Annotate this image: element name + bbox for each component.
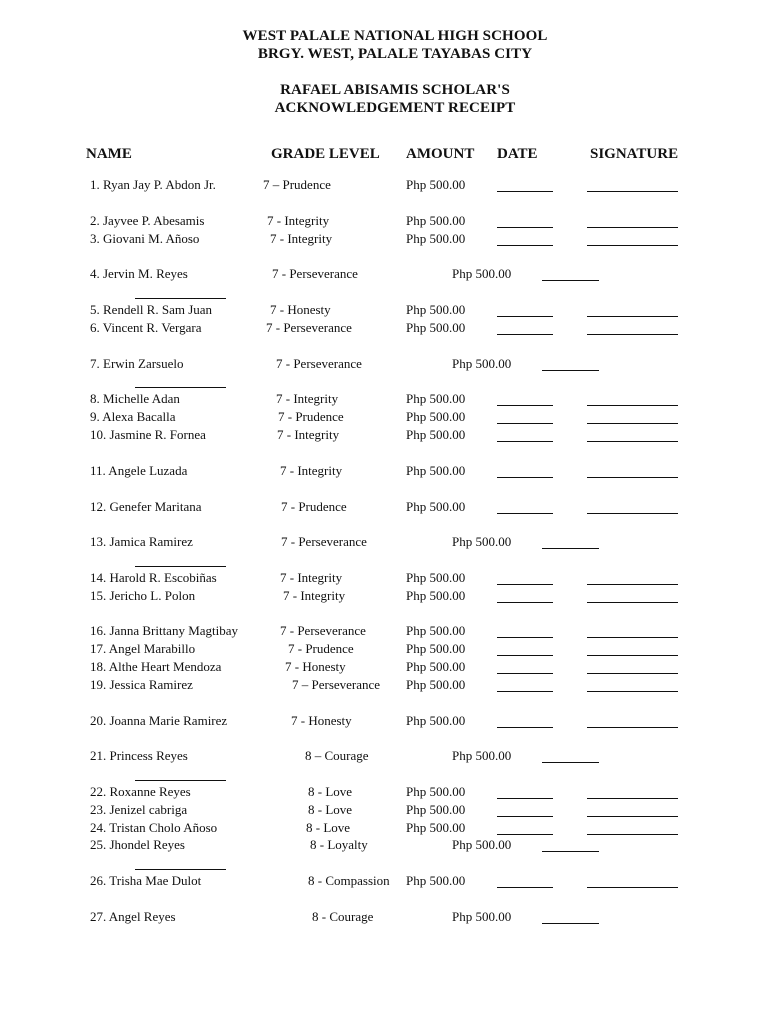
receipt-title: RAFAEL ABISAMIS SCHOLAR'S bbox=[280, 82, 510, 98]
amount: Php 500.00 bbox=[406, 873, 466, 888]
grade-level: 7 - Integrity bbox=[270, 231, 333, 246]
student-name: 26. Trisha Mae Dulot bbox=[90, 873, 202, 888]
grade-level: 7 - Honesty bbox=[270, 302, 331, 317]
amount: Php 500.00 bbox=[406, 659, 466, 674]
list-item bbox=[0, 301, 768, 319]
signature-line[interactable] bbox=[587, 405, 678, 406]
grade-level: 7 - Integrity bbox=[267, 213, 330, 228]
list-item bbox=[0, 587, 768, 605]
list-item bbox=[0, 747, 768, 765]
grade-level: 8 - Loyalty bbox=[310, 837, 368, 852]
list-item bbox=[0, 498, 768, 516]
date-line[interactable] bbox=[542, 548, 599, 549]
student-name: 16. Janna Brittany Magtibay bbox=[90, 623, 239, 638]
signature-line[interactable] bbox=[587, 834, 678, 835]
student-name: 10. Jasmine R. Fornea bbox=[90, 427, 206, 442]
column-header-name: NAME bbox=[86, 146, 132, 162]
date-line[interactable] bbox=[497, 655, 553, 656]
date-line[interactable] bbox=[497, 477, 553, 478]
list-item bbox=[0, 658, 768, 676]
date-line[interactable] bbox=[542, 851, 599, 852]
student-name: 24. Tristan Cholo Añoso bbox=[90, 820, 218, 835]
date-line[interactable] bbox=[542, 923, 599, 924]
amount: Php 500.00 bbox=[406, 677, 466, 692]
grade-level: 7 - Perseverance bbox=[281, 534, 367, 549]
date-line[interactable] bbox=[497, 191, 553, 192]
student-name: 6. Vincent R. Vergara bbox=[90, 320, 202, 335]
grade-level: 7 - Prudence bbox=[278, 409, 344, 424]
grade-level: 7 - Prudence bbox=[281, 499, 347, 514]
signature-line[interactable] bbox=[135, 387, 226, 388]
student-name: 27. Angel Reyes bbox=[90, 909, 176, 924]
amount: Php 500.00 bbox=[406, 820, 466, 835]
grade-level: 7 - Integrity bbox=[283, 588, 346, 603]
grade-level: 8 - Love bbox=[306, 820, 351, 835]
student-name: 1. Ryan Jay P. Abdon Jr. bbox=[90, 177, 216, 192]
student-name: 3. Giovani M. Añoso bbox=[90, 231, 200, 246]
grade-level: 7 - Perseverance bbox=[276, 356, 362, 371]
student-name: 2. Jayvee P. Abesamis bbox=[90, 213, 205, 228]
amount: Php 500.00 bbox=[406, 427, 466, 442]
student-name: 19. Jessica Ramirez bbox=[90, 677, 193, 692]
date-line[interactable] bbox=[542, 280, 599, 281]
list-item bbox=[0, 230, 768, 248]
amount: Php 500.00 bbox=[406, 588, 466, 603]
grade-level: 7 - Honesty bbox=[291, 713, 352, 728]
amount: Php 500.00 bbox=[406, 213, 466, 228]
signature-line[interactable] bbox=[587, 602, 678, 603]
grade-level: 8 – Courage bbox=[305, 748, 369, 763]
signature-line[interactable] bbox=[135, 298, 226, 299]
amount: Php 500.00 bbox=[452, 534, 512, 549]
student-name: 21. Princess Reyes bbox=[90, 748, 188, 763]
list-item bbox=[0, 819, 768, 837]
student-name: 4. Jervin M. Reyes bbox=[90, 266, 188, 281]
column-header-date: DATE bbox=[497, 146, 538, 162]
amount: Php 500.00 bbox=[406, 231, 466, 246]
date-line[interactable] bbox=[497, 334, 553, 335]
list-item bbox=[0, 872, 768, 890]
list-item bbox=[0, 176, 768, 194]
grade-level: 7 - Integrity bbox=[276, 391, 339, 406]
list-item bbox=[0, 622, 768, 640]
date-line[interactable] bbox=[497, 405, 553, 406]
amount: Php 500.00 bbox=[406, 463, 466, 478]
student-name: 18. Althe Heart Mendoza bbox=[90, 659, 222, 674]
grade-level: 7 - Honesty bbox=[285, 659, 346, 674]
amount: Php 500.00 bbox=[452, 837, 512, 852]
student-name: 9. Alexa Bacalla bbox=[90, 409, 176, 424]
signature-line[interactable] bbox=[587, 637, 678, 638]
signature-line[interactable] bbox=[587, 691, 678, 692]
student-name: 11. Angele Luzada bbox=[90, 463, 188, 478]
date-line[interactable] bbox=[542, 370, 599, 371]
grade-level: 8 - Compassion bbox=[308, 873, 390, 888]
date-line[interactable] bbox=[497, 673, 553, 674]
list-item bbox=[0, 426, 768, 444]
list-item bbox=[0, 569, 768, 587]
date-line[interactable] bbox=[497, 887, 553, 888]
column-header-signature: SIGNATURE bbox=[590, 146, 679, 162]
date-line[interactable] bbox=[497, 727, 553, 728]
grade-level: 7 - Perseverance bbox=[280, 623, 366, 638]
date-line[interactable] bbox=[497, 637, 553, 638]
signature-line[interactable] bbox=[587, 227, 678, 228]
date-line[interactable] bbox=[497, 602, 553, 603]
list-item bbox=[0, 212, 768, 230]
signature-line[interactable] bbox=[587, 673, 678, 674]
list-item bbox=[0, 462, 768, 480]
student-name: 25. Jhondel Reyes bbox=[90, 837, 185, 852]
amount: Php 500.00 bbox=[452, 266, 512, 281]
list-item bbox=[0, 676, 768, 694]
list-item bbox=[0, 355, 768, 373]
receipt-subtitle: ACKNOWLEDGEMENT RECEIPT bbox=[274, 100, 516, 116]
signature-line[interactable] bbox=[587, 655, 678, 656]
signature-line[interactable] bbox=[135, 869, 226, 870]
signature-line[interactable] bbox=[587, 584, 678, 585]
date-line[interactable] bbox=[497, 816, 553, 817]
grade-level: 7 - Integrity bbox=[277, 427, 340, 442]
signature-line[interactable] bbox=[135, 566, 226, 567]
signature-line[interactable] bbox=[587, 316, 678, 317]
student-name: 13. Jamica Ramirez bbox=[90, 534, 193, 549]
signature-line[interactable] bbox=[587, 798, 678, 799]
grade-level: 7 - Perseverance bbox=[272, 266, 358, 281]
signature-line[interactable] bbox=[587, 727, 678, 728]
column-header-amount: AMOUNT bbox=[406, 146, 475, 162]
amount: Php 500.00 bbox=[452, 909, 512, 924]
amount: Php 500.00 bbox=[406, 641, 466, 656]
date-line[interactable] bbox=[497, 513, 553, 514]
grade-level: 8 - Love bbox=[308, 802, 353, 817]
list-item bbox=[0, 533, 768, 551]
list-item bbox=[0, 801, 768, 819]
list-item bbox=[0, 265, 768, 283]
student-name: 20. Joanna Marie Ramirez bbox=[90, 713, 228, 728]
grade-level: 7 – Perseverance bbox=[292, 677, 381, 692]
student-name: 12. Genefer Maritana bbox=[90, 499, 202, 514]
list-item bbox=[0, 640, 768, 658]
date-line[interactable] bbox=[497, 798, 553, 799]
grade-level: 7 – Prudence bbox=[263, 177, 331, 192]
student-name: 7. Erwin Zarsuelo bbox=[90, 356, 184, 371]
amount: Php 500.00 bbox=[406, 177, 466, 192]
student-name: 8. Michelle Adan bbox=[90, 391, 180, 406]
grade-level: 8 - Courage bbox=[312, 909, 374, 924]
date-line[interactable] bbox=[497, 691, 553, 692]
signature-line[interactable] bbox=[587, 191, 678, 192]
amount: Php 500.00 bbox=[406, 409, 466, 424]
amount: Php 500.00 bbox=[406, 320, 466, 335]
list-item bbox=[0, 390, 768, 408]
list-item bbox=[0, 836, 768, 854]
date-line[interactable] bbox=[497, 834, 553, 835]
signature-line[interactable] bbox=[587, 513, 678, 514]
column-header-grade: GRADE LEVEL bbox=[271, 146, 380, 162]
signature-line[interactable] bbox=[587, 334, 678, 335]
date-line[interactable] bbox=[497, 245, 553, 246]
list-item bbox=[0, 908, 768, 926]
amount: Php 500.00 bbox=[406, 499, 466, 514]
signature-line[interactable] bbox=[587, 423, 678, 424]
grade-level: 7 - Integrity bbox=[280, 570, 343, 585]
signature-line[interactable] bbox=[587, 887, 678, 888]
list-item bbox=[0, 783, 768, 801]
student-name: 17. Angel Marabillo bbox=[90, 641, 196, 656]
student-name: 5. Rendell R. Sam Juan bbox=[90, 302, 213, 317]
student-name: 23. Jenizel cabriga bbox=[90, 802, 188, 817]
signature-line[interactable] bbox=[587, 816, 678, 817]
school-name: WEST PALALE NATIONAL HIGH SCHOOL bbox=[242, 28, 548, 44]
amount: Php 500.00 bbox=[452, 748, 512, 763]
date-line[interactable] bbox=[497, 316, 553, 317]
grade-level: 8 - Love bbox=[308, 784, 353, 799]
date-line[interactable] bbox=[497, 423, 553, 424]
student-name: 14. Harold R. Escobiñas bbox=[90, 570, 217, 585]
date-line[interactable] bbox=[497, 584, 553, 585]
list-item bbox=[0, 319, 768, 337]
date-line[interactable] bbox=[497, 441, 553, 442]
list-item bbox=[0, 712, 768, 730]
signature-line[interactable] bbox=[587, 477, 678, 478]
grade-level: 7 - Integrity bbox=[280, 463, 343, 478]
amount: Php 500.00 bbox=[406, 802, 466, 817]
signature-line[interactable] bbox=[135, 780, 226, 781]
amount: Php 500.00 bbox=[406, 302, 466, 317]
amount: Php 500.00 bbox=[406, 570, 466, 585]
student-name: 22. Roxanne Reyes bbox=[90, 784, 191, 799]
date-line[interactable] bbox=[542, 762, 599, 763]
amount: Php 500.00 bbox=[406, 713, 466, 728]
school-address: BRGY. WEST, PALALE TAYABAS CITY bbox=[257, 46, 533, 62]
amount: Php 500.00 bbox=[406, 391, 466, 406]
amount: Php 500.00 bbox=[406, 784, 466, 799]
grade-level: 7 - Perseverance bbox=[266, 320, 352, 335]
student-name: 15. Jericho L. Polon bbox=[90, 588, 196, 603]
signature-line[interactable] bbox=[587, 441, 678, 442]
signature-line[interactable] bbox=[587, 245, 678, 246]
amount: Php 500.00 bbox=[406, 623, 466, 638]
date-line[interactable] bbox=[497, 227, 553, 228]
list-item bbox=[0, 408, 768, 426]
amount: Php 500.00 bbox=[452, 356, 512, 371]
grade-level: 7 - Prudence bbox=[288, 641, 354, 656]
